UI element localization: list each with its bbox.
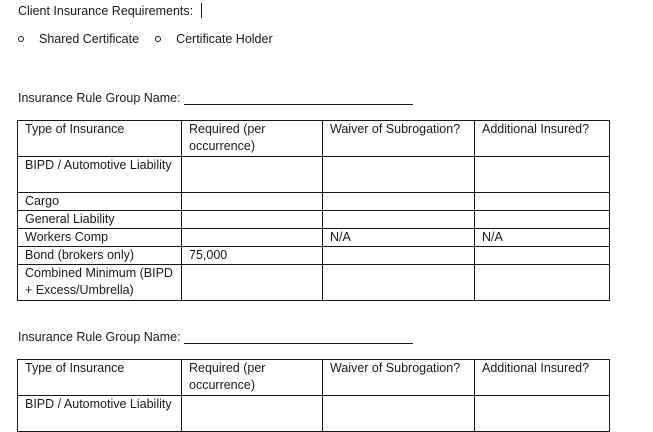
rule-group-name-line-1 [18,90,413,105]
insurance-table-2 [17,359,610,432]
table-header-row [18,360,610,396]
table-cell[interactable] [323,265,475,301]
certificate-holder-label: Certificate Holder [176,32,273,46]
header-additional-insured: Additional Insured? [475,360,610,396]
rule-group-name-blank[interactable] [184,90,413,105]
table-cell[interactable] [182,193,323,211]
table-cell[interactable] [475,265,610,301]
insurance-table-1 [17,120,610,301]
text-cursor[interactable] [201,3,202,18]
table-cell[interactable] [323,157,475,193]
table-cell[interactable] [323,211,475,229]
rule-group-name-label: Insurance Rule Group Name: [18,330,181,344]
table-cell[interactable] [323,396,475,432]
certificate-holder-radio-icon[interactable] [155,36,161,42]
rule-group-name-blank[interactable] [184,329,413,344]
table-cell: Workers Comp [18,229,182,247]
header-waiver: Waiver of Subrogation? [323,121,475,157]
shared-certificate-radio-icon[interactable] [18,36,24,42]
table-cell[interactable] [323,247,475,265]
certificate-type-options [18,32,273,46]
table-row [18,247,610,265]
table-cell[interactable] [182,265,323,301]
table-cell: BIPD / Automotive Liability [18,396,182,432]
rule-group-name-label: Insurance Rule Group Name: [18,91,181,105]
table-cell[interactable] [182,396,323,432]
table-cell: Bond (brokers only) [18,247,182,265]
client-requirements-line [18,3,202,18]
header-additional-insured: Additional Insured? [475,121,610,157]
table-cell[interactable] [182,229,323,247]
table-row [18,265,610,301]
header-required: Required (per occurrence) [182,121,323,157]
table-row [18,157,610,193]
table-cell[interactable] [475,193,610,211]
table-row [18,229,610,247]
header-type-of-insurance: Type of Insurance [18,121,182,157]
table-header-row [18,121,610,157]
table-cell[interactable]: N/A [323,229,475,247]
table-cell: BIPD / Automotive Liability [18,157,182,193]
table-row [18,396,610,432]
client-requirements-label: Client Insurance Requirements: [18,4,194,18]
certificate-holder-option[interactable] [155,32,273,46]
table-cell[interactable] [323,193,475,211]
table-row [18,211,610,229]
table-cell[interactable] [182,157,323,193]
table-cell: Combined Minimum (BIPD + Excess/Umbrella) [18,265,182,301]
table-cell[interactable] [475,396,610,432]
table-cell[interactable] [475,247,610,265]
shared-certificate-label: Shared Certificate [39,32,140,46]
table-cell: General Liability [18,211,182,229]
header-waiver: Waiver of Subrogation? [323,360,475,396]
shared-certificate-option[interactable] [18,32,139,46]
table-cell[interactable] [182,211,323,229]
header-type-of-insurance: Type of Insurance [18,360,182,396]
table-cell[interactable]: N/A [475,229,610,247]
rule-group-name-line-2 [18,329,413,344]
table-cell[interactable] [475,157,610,193]
header-required: Required (per occurrence) [182,360,323,396]
table-cell[interactable] [475,211,610,229]
table-cell: Cargo [18,193,182,211]
table-cell[interactable]: 75,000 [182,247,323,265]
table-row [18,193,610,211]
